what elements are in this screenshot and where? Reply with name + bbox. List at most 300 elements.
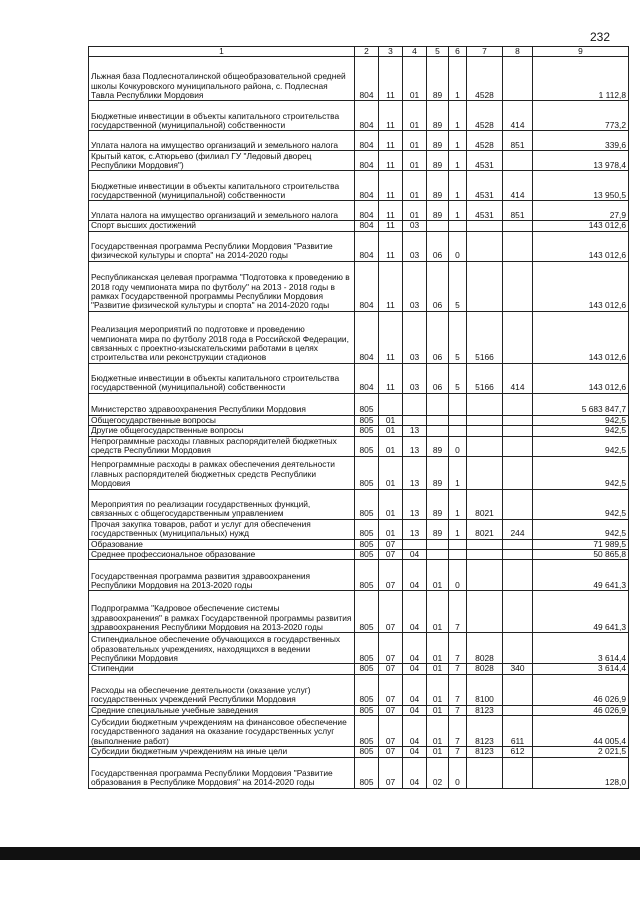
row-code-6: 7 xyxy=(449,664,467,674)
row-code-3: 11 xyxy=(379,101,403,131)
row-code-6: 7 xyxy=(449,716,467,747)
row-amount: 46 026,9 xyxy=(533,705,629,715)
row-description: Среднее профессиональное образование xyxy=(89,550,355,560)
row-code-3: 11 xyxy=(379,363,403,393)
row-code-3: 11 xyxy=(379,221,403,231)
table-row xyxy=(89,221,629,231)
row-code-4: 01 xyxy=(403,151,427,171)
row-amount: 2 021,5 xyxy=(533,747,629,757)
table-row xyxy=(89,363,629,393)
row-code-8 xyxy=(503,415,533,425)
row-code-4: 04 xyxy=(403,560,427,591)
row-code-8 xyxy=(503,151,533,171)
row-code-2: 805 xyxy=(355,519,379,539)
row-code-8 xyxy=(503,633,533,664)
table-row xyxy=(89,311,629,363)
row-code-7 xyxy=(467,591,503,633)
row-description: Расходы на обеспечение деятельности (оказание услуг) государственных учреждений Республики Мордовия xyxy=(89,674,355,705)
row-code-3: 07 xyxy=(379,716,403,747)
row-code-8: 340 xyxy=(503,664,533,674)
page-number: 232 xyxy=(590,30,611,44)
col-header-8: 8 xyxy=(503,47,533,57)
row-code-6 xyxy=(449,415,467,425)
row-code-3: 07 xyxy=(379,633,403,664)
row-amount: 13 978,4 xyxy=(533,151,629,171)
row-code-2: 805 xyxy=(355,393,379,415)
row-amount: 942,5 xyxy=(533,519,629,539)
row-description: Уплата налога на имущество организаций и земельного налога xyxy=(89,131,355,151)
row-amount: 339,6 xyxy=(533,131,629,151)
row-code-8 xyxy=(503,231,533,261)
row-code-7: 4528 xyxy=(467,131,503,151)
row-code-3: 07 xyxy=(379,747,403,757)
row-description: Прочая закупка товаров, работ и услуг для обеспечения государственных (муниципальных) нужд xyxy=(89,519,355,539)
row-description: Образование xyxy=(89,539,355,549)
row-code-4: 01 xyxy=(403,57,427,101)
row-amount: 143 012,6 xyxy=(533,311,629,363)
row-code-8 xyxy=(503,560,533,591)
row-code-2: 805 xyxy=(355,539,379,549)
row-code-7 xyxy=(467,757,503,788)
row-code-6: 1 xyxy=(449,201,467,221)
row-code-4: 01 xyxy=(403,171,427,201)
row-amount: 13 950,5 xyxy=(533,171,629,201)
row-amount: 128,0 xyxy=(533,757,629,788)
row-code-4 xyxy=(403,393,427,415)
row-description: Льжная база Подлесноталинской общеобразовательной средней школы Кочкуровского муниципального района, с. Подлесная Тавла Республики Мордовия xyxy=(89,57,355,101)
row-amount: 773,2 xyxy=(533,101,629,131)
table-row xyxy=(89,674,629,705)
row-code-2: 804 xyxy=(355,171,379,201)
table-row xyxy=(89,633,629,664)
table-row xyxy=(89,757,629,788)
row-description: Бюджетные инвестиции в объекты капитального строительства государственной (муниципальной) собственности xyxy=(89,101,355,131)
row-code-7: 5166 xyxy=(467,311,503,363)
row-code-3: 01 xyxy=(379,456,403,489)
row-code-7 xyxy=(467,560,503,591)
row-amount: 143 012,6 xyxy=(533,231,629,261)
row-code-4: 01 xyxy=(403,131,427,151)
row-description: Республиканская целевая программа "Подготовка к проведению в 2018 году чемпионата мира по футболу" на 2013 - 2018 годы в рамках Государственной программы Республики Мордовия "Развитие физической культуры и спорта" на 2014-2020 годы xyxy=(89,261,355,311)
row-code-5: 01 xyxy=(427,747,449,757)
row-code-4: 04 xyxy=(403,664,427,674)
row-code-8: 414 xyxy=(503,101,533,131)
row-code-7: 4531 xyxy=(467,151,503,171)
budget-table xyxy=(88,46,629,789)
row-code-4 xyxy=(403,539,427,549)
row-code-8 xyxy=(503,311,533,363)
row-code-4: 13 xyxy=(403,456,427,489)
row-code-5: 01 xyxy=(427,674,449,705)
row-code-7: 8123 xyxy=(467,705,503,715)
row-code-3: 11 xyxy=(379,261,403,311)
row-code-6: 1 xyxy=(449,131,467,151)
row-code-8 xyxy=(503,705,533,715)
row-code-4 xyxy=(403,415,427,425)
row-code-4: 04 xyxy=(403,747,427,757)
row-description: Уплата налога на имущество организаций и земельного налога xyxy=(89,201,355,221)
row-code-3: 01 xyxy=(379,426,403,436)
row-code-2: 805 xyxy=(355,664,379,674)
row-code-6 xyxy=(449,539,467,549)
row-code-7 xyxy=(467,415,503,425)
table-row xyxy=(89,560,629,591)
row-code-8 xyxy=(503,591,533,633)
row-code-4: 04 xyxy=(403,705,427,715)
row-code-4: 04 xyxy=(403,591,427,633)
row-code-8 xyxy=(503,221,533,231)
row-amount: 46 026,9 xyxy=(533,674,629,705)
row-code-4: 01 xyxy=(403,101,427,131)
row-code-2: 805 xyxy=(355,757,379,788)
row-code-5: 01 xyxy=(427,716,449,747)
row-description: Государственная программа Республики Мордовия "Развитие физической культуры и спорта" на 2014-2020 годы xyxy=(89,231,355,261)
row-code-8 xyxy=(503,57,533,101)
row-amount: 942,5 xyxy=(533,436,629,456)
row-code-6: 1 xyxy=(449,519,467,539)
row-code-2: 805 xyxy=(355,489,379,519)
row-code-8 xyxy=(503,757,533,788)
table-row xyxy=(89,231,629,261)
row-amount: 5 683 847,7 xyxy=(533,393,629,415)
row-code-2: 805 xyxy=(355,456,379,489)
row-amount: 942,5 xyxy=(533,426,629,436)
row-code-3: 11 xyxy=(379,201,403,221)
row-code-2: 805 xyxy=(355,747,379,757)
table-row xyxy=(89,705,629,715)
row-code-3: 01 xyxy=(379,489,403,519)
row-code-5: 89 xyxy=(427,131,449,151)
row-code-6: 1 xyxy=(449,101,467,131)
row-code-8 xyxy=(503,393,533,415)
row-code-8 xyxy=(503,674,533,705)
row-code-2: 805 xyxy=(355,415,379,425)
row-code-6: 5 xyxy=(449,363,467,393)
row-code-6: 0 xyxy=(449,560,467,591)
table-row xyxy=(89,489,629,519)
row-code-5: 89 xyxy=(427,101,449,131)
row-description: Субсидии бюджетным учреждениям на иные цели xyxy=(89,747,355,757)
row-description: Средние специальные учебные заведения xyxy=(89,705,355,715)
row-code-5 xyxy=(427,415,449,425)
row-code-5: 89 xyxy=(427,489,449,519)
row-code-2: 805 xyxy=(355,560,379,591)
row-code-7: 4531 xyxy=(467,171,503,201)
row-code-8: 414 xyxy=(503,171,533,201)
row-code-2: 804 xyxy=(355,57,379,101)
row-code-7: 8123 xyxy=(467,747,503,757)
row-description: Другие общегосударственные вопросы xyxy=(89,426,355,436)
row-code-8 xyxy=(503,436,533,456)
row-description: Подпрограмма "Кадровое обеспечение системы здравоохранения" в рамках Государственной программы развития здравоохранения Республики Мордовия на 2013-2020 годы xyxy=(89,591,355,633)
row-code-3: 01 xyxy=(379,519,403,539)
row-code-5: 01 xyxy=(427,560,449,591)
col-header-9: 9 xyxy=(533,47,629,57)
row-code-2: 805 xyxy=(355,716,379,747)
row-amount: 49 641,3 xyxy=(533,560,629,591)
row-code-3: 11 xyxy=(379,57,403,101)
row-code-4: 03 xyxy=(403,363,427,393)
row-description: Непрограммные расходы главных распорядителей бюджетных средств Республики Мордовия xyxy=(89,436,355,456)
row-code-7 xyxy=(467,436,503,456)
row-amount: 50 865,8 xyxy=(533,550,629,560)
row-code-5: 06 xyxy=(427,363,449,393)
row-code-2: 804 xyxy=(355,221,379,231)
row-code-3: 07 xyxy=(379,674,403,705)
row-code-4: 04 xyxy=(403,633,427,664)
row-code-7: 8021 xyxy=(467,519,503,539)
row-code-3: 07 xyxy=(379,539,403,549)
row-code-7 xyxy=(467,426,503,436)
row-amount: 143 012,6 xyxy=(533,261,629,311)
row-code-8 xyxy=(503,426,533,436)
row-description: Субсидии бюджетным учреждениям на финансовое обеспечение государственного задания на оказание государственных услуг (выполнение работ) xyxy=(89,716,355,747)
row-code-7 xyxy=(467,393,503,415)
row-code-8: 851 xyxy=(503,201,533,221)
row-description: Реализация мероприятий по подготовке и проведению чемпионата мира по футболу 2018 года в Российской Федерации, связанных с проектно-изыскательскими работами в целях строительства или реконструкции стадионов xyxy=(89,311,355,363)
row-code-4: 01 xyxy=(403,201,427,221)
row-code-6: 0 xyxy=(449,436,467,456)
row-code-5: 06 xyxy=(427,231,449,261)
row-code-7 xyxy=(467,550,503,560)
row-code-2: 805 xyxy=(355,426,379,436)
row-code-6: 7 xyxy=(449,591,467,633)
row-code-5: 06 xyxy=(427,261,449,311)
table-row xyxy=(89,716,629,747)
row-code-7: 8123 xyxy=(467,716,503,747)
row-description: Государственная программа развития здравоохранения Республики Мордовия на 2013-2020 годы xyxy=(89,560,355,591)
row-code-6: 7 xyxy=(449,747,467,757)
row-code-3: 07 xyxy=(379,757,403,788)
row-code-7: 5166 xyxy=(467,363,503,393)
col-header-3: 3 xyxy=(379,47,403,57)
table-row xyxy=(89,436,629,456)
row-code-8 xyxy=(503,261,533,311)
row-code-7: 8028 xyxy=(467,633,503,664)
table-row xyxy=(89,201,629,221)
row-description: Непрограммные расходы в рамках обеспечения деятельности главных распорядителей бюджетных средств Республики Мордовия xyxy=(89,456,355,489)
row-code-5: 01 xyxy=(427,664,449,674)
row-amount: 27,9 xyxy=(533,201,629,221)
row-code-5: 89 xyxy=(427,519,449,539)
row-amount: 71 989,5 xyxy=(533,539,629,549)
row-code-7: 8100 xyxy=(467,674,503,705)
row-code-2: 805 xyxy=(355,674,379,705)
row-code-6: 0 xyxy=(449,231,467,261)
row-description: Мероприятия по реализации государственных функций, связанных с общегосударственным управлением xyxy=(89,489,355,519)
row-description: Спорт высших достижений xyxy=(89,221,355,231)
table-row xyxy=(89,747,629,757)
row-code-6: 5 xyxy=(449,311,467,363)
row-code-4: 04 xyxy=(403,716,427,747)
row-code-8: 612 xyxy=(503,747,533,757)
row-code-6 xyxy=(449,550,467,560)
row-code-7 xyxy=(467,231,503,261)
row-code-7 xyxy=(467,261,503,311)
header-row xyxy=(89,47,629,57)
row-code-6: 7 xyxy=(449,674,467,705)
row-code-5 xyxy=(427,393,449,415)
row-code-2: 804 xyxy=(355,151,379,171)
row-description: Стипендии xyxy=(89,664,355,674)
row-code-4: 13 xyxy=(403,489,427,519)
row-code-3: 11 xyxy=(379,171,403,201)
table-row xyxy=(89,539,629,549)
row-code-3: 07 xyxy=(379,591,403,633)
row-code-3 xyxy=(379,393,403,415)
row-code-7 xyxy=(467,456,503,489)
row-code-6: 1 xyxy=(449,456,467,489)
table-row xyxy=(89,664,629,674)
row-description: Государственная программа Республики Мордовия "Развитие образования в Республике Мордовия" на 2014-2020 годы xyxy=(89,757,355,788)
row-amount: 3 614,4 xyxy=(533,664,629,674)
row-code-4: 03 xyxy=(403,231,427,261)
col-header-7: 7 xyxy=(467,47,503,57)
row-code-8 xyxy=(503,489,533,519)
row-code-4: 03 xyxy=(403,311,427,363)
row-code-4: 04 xyxy=(403,674,427,705)
col-header-4: 4 xyxy=(403,47,427,57)
table-row xyxy=(89,415,629,425)
row-code-5: 89 xyxy=(427,57,449,101)
row-amount: 44 005,4 xyxy=(533,716,629,747)
row-code-2: 805 xyxy=(355,591,379,633)
row-code-2: 804 xyxy=(355,261,379,311)
col-header-1: 1 xyxy=(89,47,355,57)
row-description: Общегосударственные вопросы xyxy=(89,415,355,425)
row-code-2: 805 xyxy=(355,705,379,715)
row-code-5: 89 xyxy=(427,171,449,201)
row-code-6: 5 xyxy=(449,261,467,311)
row-code-7 xyxy=(467,221,503,231)
row-code-3: 07 xyxy=(379,664,403,674)
row-code-8: 611 xyxy=(503,716,533,747)
row-code-4: 03 xyxy=(403,261,427,311)
row-code-4: 03 xyxy=(403,221,427,231)
row-code-5: 89 xyxy=(427,436,449,456)
row-description: Министерство здравоохранения Республики Мордовия xyxy=(89,393,355,415)
row-code-4: 13 xyxy=(403,426,427,436)
table-row xyxy=(89,57,629,101)
row-amount: 1 112,8 xyxy=(533,57,629,101)
row-amount: 942,5 xyxy=(533,456,629,489)
row-code-6: 1 xyxy=(449,57,467,101)
row-code-6 xyxy=(449,221,467,231)
row-code-8: 851 xyxy=(503,131,533,151)
scan-edge-bar xyxy=(0,847,640,860)
table-row xyxy=(89,519,629,539)
row-code-5 xyxy=(427,539,449,549)
row-code-3: 01 xyxy=(379,436,403,456)
row-code-5 xyxy=(427,550,449,560)
row-amount: 942,5 xyxy=(533,415,629,425)
row-code-3: 11 xyxy=(379,151,403,171)
row-code-2: 804 xyxy=(355,201,379,221)
row-code-5: 89 xyxy=(427,151,449,171)
row-code-3: 07 xyxy=(379,550,403,560)
row-code-2: 804 xyxy=(355,311,379,363)
row-code-5: 89 xyxy=(427,201,449,221)
row-code-8: 244 xyxy=(503,519,533,539)
row-code-5 xyxy=(427,221,449,231)
row-code-6 xyxy=(449,393,467,415)
row-code-8 xyxy=(503,456,533,489)
row-code-3: 11 xyxy=(379,311,403,363)
row-code-8 xyxy=(503,539,533,549)
row-amount: 942,5 xyxy=(533,489,629,519)
row-code-5: 02 xyxy=(427,757,449,788)
row-description: Стипендиальное обеспечение обучающихся в государственных образовательных учреждениях, находящихся в ведении Республики Мордовия xyxy=(89,633,355,664)
table-row xyxy=(89,550,629,560)
row-code-8: 414 xyxy=(503,363,533,393)
row-code-2: 804 xyxy=(355,363,379,393)
row-code-6 xyxy=(449,426,467,436)
row-code-5: 89 xyxy=(427,456,449,489)
table-row xyxy=(89,171,629,201)
row-code-2: 804 xyxy=(355,131,379,151)
row-code-3: 07 xyxy=(379,705,403,715)
row-code-6: 7 xyxy=(449,633,467,664)
table-row xyxy=(89,131,629,151)
row-code-5: 01 xyxy=(427,705,449,715)
row-description: Крытый каток, с.Атюрьево (филиал ГУ "Ледовый дворец Республики Мордовия") xyxy=(89,151,355,171)
row-description: Бюджетные инвестиции в объекты капитального строительства государственной (муниципальной) собственности xyxy=(89,171,355,201)
col-header-5: 5 xyxy=(427,47,449,57)
row-code-7: 4528 xyxy=(467,101,503,131)
row-code-6: 1 xyxy=(449,489,467,519)
row-amount: 49 641,3 xyxy=(533,591,629,633)
row-description: Бюджетные инвестиции в объекты капитального строительства государственной (муниципальной) собственности xyxy=(89,363,355,393)
row-code-2: 805 xyxy=(355,436,379,456)
table-row xyxy=(89,456,629,489)
row-code-6: 1 xyxy=(449,151,467,171)
row-code-5: 01 xyxy=(427,591,449,633)
row-amount: 143 012,6 xyxy=(533,363,629,393)
row-code-7: 8028 xyxy=(467,664,503,674)
table-row xyxy=(89,591,629,633)
row-code-3: 01 xyxy=(379,415,403,425)
row-code-6: 1 xyxy=(449,171,467,201)
row-code-2: 804 xyxy=(355,101,379,131)
row-code-7: 4531 xyxy=(467,201,503,221)
table-row xyxy=(89,151,629,171)
table-row xyxy=(89,261,629,311)
table-body xyxy=(89,57,629,788)
col-header-2: 2 xyxy=(355,47,379,57)
row-code-2: 804 xyxy=(355,231,379,261)
row-code-4: 04 xyxy=(403,550,427,560)
row-code-5 xyxy=(427,426,449,436)
table-row xyxy=(89,393,629,415)
row-code-3: 11 xyxy=(379,131,403,151)
row-code-3: 07 xyxy=(379,560,403,591)
row-code-2: 805 xyxy=(355,633,379,664)
row-amount: 143 012,6 xyxy=(533,221,629,231)
row-code-6: 7 xyxy=(449,705,467,715)
row-code-5: 01 xyxy=(427,633,449,664)
row-code-4: 04 xyxy=(403,757,427,788)
row-code-3: 11 xyxy=(379,231,403,261)
col-header-6: 6 xyxy=(449,47,467,57)
row-code-8 xyxy=(503,550,533,560)
row-code-2: 805 xyxy=(355,550,379,560)
row-code-4: 13 xyxy=(403,436,427,456)
row-code-4: 13 xyxy=(403,519,427,539)
table-row xyxy=(89,426,629,436)
row-code-7: 8021 xyxy=(467,489,503,519)
row-code-7: 4528 xyxy=(467,57,503,101)
row-amount: 3 614,4 xyxy=(533,633,629,664)
